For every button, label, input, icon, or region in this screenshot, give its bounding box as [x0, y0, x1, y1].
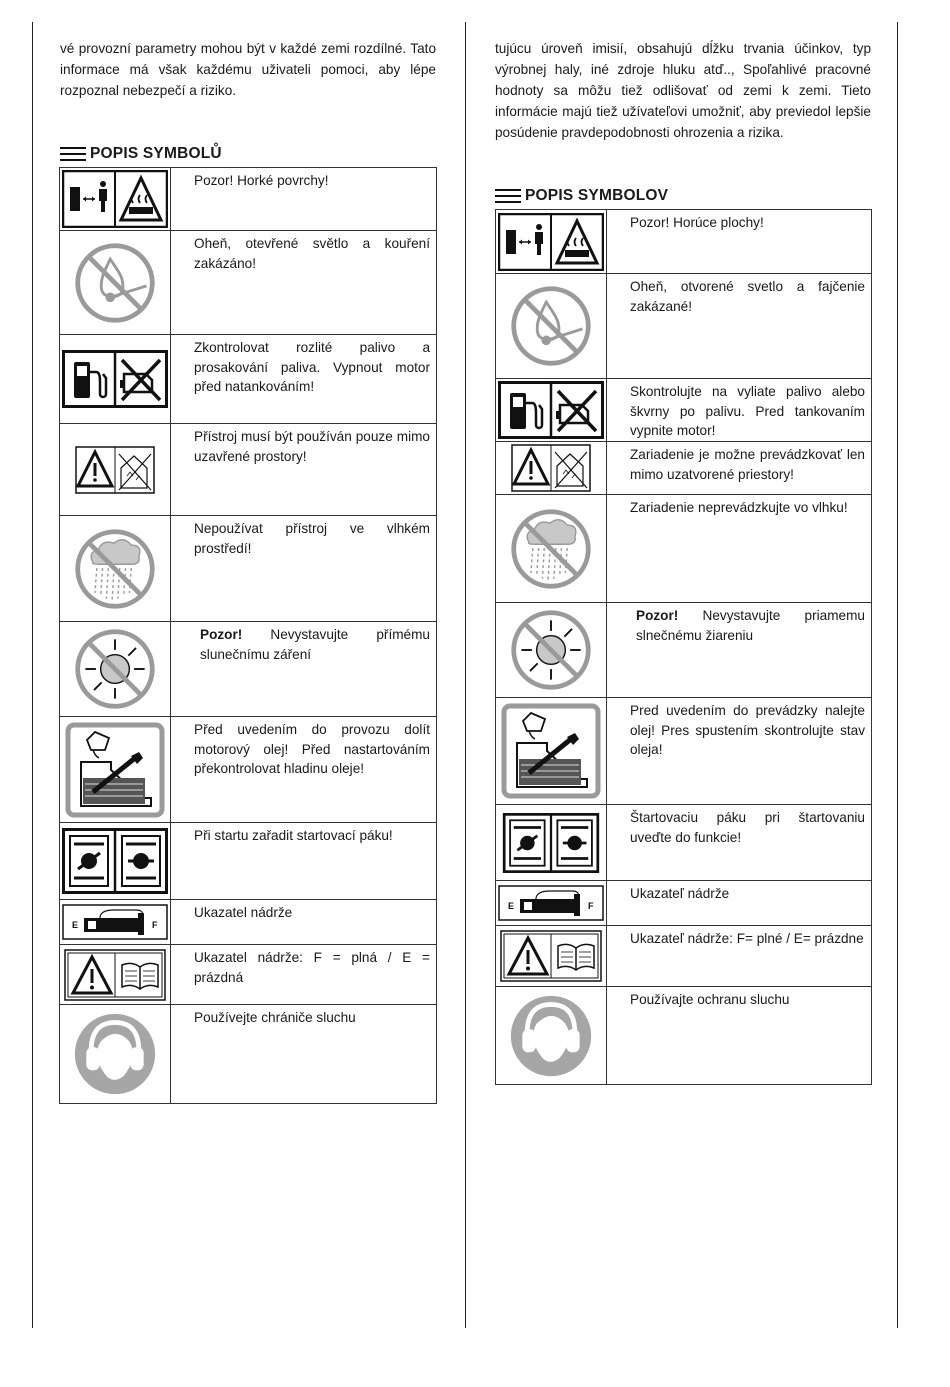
warning-manual-icon [496, 926, 607, 987]
hot-surfaces-icon [496, 210, 607, 274]
center-divider-line [465, 22, 466, 1328]
table-row [496, 210, 872, 274]
right-intro-paragraph: tujúcu úroveň imisií, obsahujú dĺžku trvania účinkov, typ výrobnej haly, iné zdroje hluku atď.., Spoľahlivé pracovné hodnoty sa môžu tiež odlišovať od zemi k zemi. Tieto informácie majú tiež užívateľovi umožniť, aby previedol lepšie posúdenie pravdepodobnosti ohrozenia a rizika. [495, 41, 871, 140]
table-row [60, 823, 437, 900]
symbol-description: Ukazateľ nádrže: F= plné / E= prázdne [607, 926, 872, 987]
symbol-description: Před uvedením do provozu dolít motorový olej! Před nastartováním překontrolovat hladinu oleje! [171, 717, 437, 823]
hot-surfaces-icon [60, 168, 171, 231]
symbol-description: Skontrolujte na vyliate palivo alebo škvrny po palivu. Pred tankovaním vypnite motor! [607, 379, 872, 442]
menu-lines-icon [495, 189, 521, 203]
symbol-description: Pozor! Horúce plochy! [607, 210, 872, 274]
right-column [495, 38, 871, 143]
oil-check-icon [60, 717, 171, 823]
table-row [496, 379, 872, 442]
no-sun-icon [60, 622, 171, 717]
no-open-flame-icon [60, 231, 171, 335]
table-row [496, 603, 872, 698]
table-row [60, 424, 437, 516]
table-row [60, 900, 437, 945]
table-row [60, 168, 437, 231]
caution-label: Pozor! [200, 627, 243, 642]
outdoor-only-icon [60, 424, 171, 516]
symbol-description: Pozor! Horké povrchy! [171, 168, 437, 231]
symbol-description: Používejte chrániče sluchu [171, 1005, 437, 1104]
right-symbol-table [495, 209, 872, 1085]
ear-protection-icon [496, 987, 607, 1085]
fuel-gauge-icon [496, 881, 607, 926]
symbol-description [607, 603, 872, 698]
table-row [60, 717, 437, 823]
no-open-flame-icon [496, 274, 607, 379]
table-row [496, 274, 872, 379]
left-column [60, 38, 436, 101]
symbol-description: Zariadenie je možne prevádzkovať len mimo uzatvorené priestory! [607, 442, 872, 495]
table-row [60, 335, 437, 424]
outdoor-only-icon [496, 442, 607, 495]
symbol-description: Ukazatel nádrže [171, 900, 437, 945]
right-section-heading [495, 187, 668, 205]
right-margin-line [897, 22, 898, 1328]
caution-text: Nevystavujte priamemu slnečnému žiareniu [636, 608, 865, 643]
no-rain-icon [496, 495, 607, 603]
symbol-description: Oheň, otevřené světlo a kouření zakázáno! [171, 231, 437, 335]
table-row [496, 495, 872, 603]
symbol-description: Používajte ochranu sluchu [607, 987, 872, 1085]
table-row [496, 987, 872, 1085]
symbol-description: Pred uvedením do prevádzky nalejte olej! Pres spustením skontrolujte stav oleja! [607, 698, 872, 805]
caution-text: Nevystavujte přímému slunečnímu záření [200, 627, 430, 662]
table-row [496, 698, 872, 805]
table-row [496, 805, 872, 881]
table-row [496, 881, 872, 926]
symbol-description: Přístroj musí být používán pouze mimo uzavřené prostory! [171, 424, 437, 516]
table-row [496, 442, 872, 495]
left-margin-line [32, 22, 33, 1328]
symbol-description: Štartovaciu páku pri štartovaniu uveďte do funkcie! [607, 805, 872, 881]
left-intro-paragraph: vé provozní parametry mohou být v každé zemi rozdílné. Tato informace má však každému uživateli pomoci, aby lépe rozpoznal nebezpečí a riziko. [60, 41, 436, 98]
table-row [60, 622, 437, 717]
menu-lines-icon [60, 147, 86, 161]
table-row [60, 516, 437, 622]
caution-label: Pozor! [636, 608, 679, 623]
table-row [496, 926, 872, 987]
no-sun-icon [496, 603, 607, 698]
symbol-description: Při startu zařadit startovací páku! [171, 823, 437, 900]
right-heading-text: POPIS SYMBOLOV [525, 187, 669, 204]
symbol-description: Oheň, otvorené svetlo a fajčenie zakázané! [607, 274, 872, 379]
symbol-description: Zariadenie neprevádzkujte vo vlhku! [607, 495, 872, 603]
symbol-description [171, 622, 437, 717]
symbol-description: Zkontrolovat rozlité palivo a prosakování paliva. Vypnout motor před natankováním! [171, 335, 437, 424]
choke-lever-icon [496, 805, 607, 881]
no-rain-icon [60, 516, 171, 622]
symbol-description: Ukazateľ nádrže [607, 881, 872, 926]
left-symbol-table [59, 167, 437, 1104]
symbol-description: Ukazatel nádrže: F = plná / E = prázdná [171, 945, 437, 1005]
fuel-engine-off-icon [496, 379, 607, 442]
choke-lever-icon [60, 823, 171, 900]
left-section-heading [60, 145, 222, 163]
fuel-engine-off-icon [60, 335, 171, 424]
symbol-description: Nepoužívat přístroj ve vlhkém prostředí! [171, 516, 437, 622]
table-row [60, 945, 437, 1005]
table-row [60, 231, 437, 335]
warning-manual-icon [60, 945, 171, 1005]
ear-protection-icon [60, 1005, 171, 1104]
left-heading-text: POPIS SYMBOLŮ [90, 145, 222, 162]
oil-check-icon [496, 698, 607, 805]
fuel-gauge-icon [60, 900, 171, 945]
table-row [60, 1005, 437, 1104]
